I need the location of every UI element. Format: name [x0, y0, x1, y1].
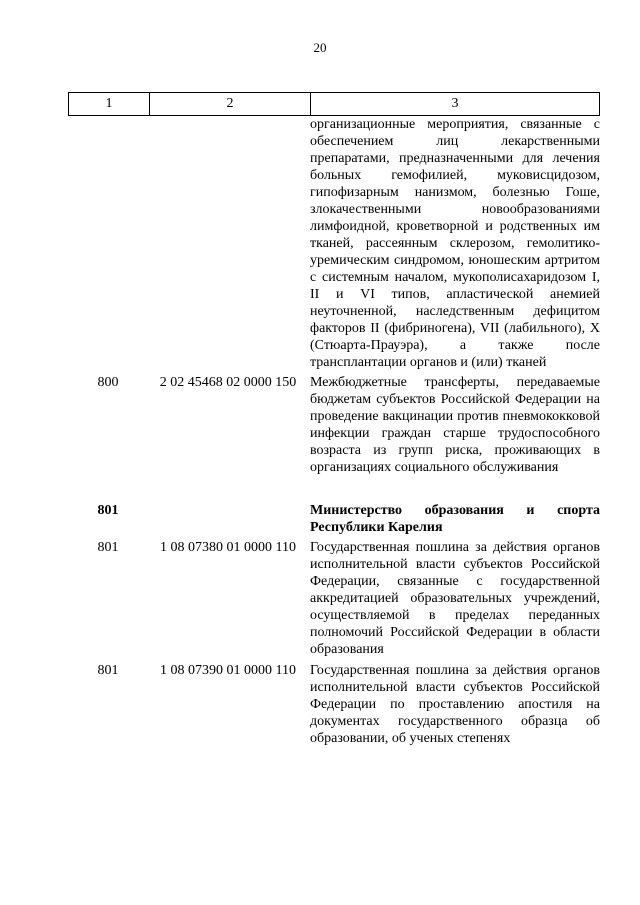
header-col-1: 1	[69, 93, 150, 116]
table-row	[68, 539, 600, 658]
ministry-title: Министерство образования и спорта Республики Карелия	[310, 503, 600, 535]
revenue-code: 1 08 07390 01 0000 110	[160, 663, 296, 678]
revenue-code: 2 02 45468 02 0000 150	[159, 375, 297, 390]
table-row	[68, 116, 600, 371]
revenue-description: организационные мероприятия, связанные с обеспечением лиц лекарственными препаратами, предназначенными для лечения больных гемофилией, муковисцидозом, гипофизарным нанизмом, болезнью Гоше, злокачественными новообразованиями лимфоидной, кроветворной и родственных им тканей, рассеянным склерозом, гемолитико-уремическим синдромом, юношеским артритом с системным началом, мукополисахаридозом I, II и VI типов, апластической анемией неуточненной, наследственным дефицитом факторов II (фибриногена), VII (лабильного), X (Стюарта-Прауэра), а также после трансплантации органов и (или) тканей	[310, 117, 600, 370]
revenue-code: 1 08 07380 01 0000 110	[160, 540, 296, 555]
revenue-description: Межбюджетные трансферты, передаваемые бюджетам субъектов Российской Федерации на проведение вакцинации против пневмококковой инфекции граждан старше трудоспособного возраста из групп риска, проживающих в организациях социального обслуживания	[310, 375, 600, 475]
page-number: 20	[313, 40, 327, 55]
table-row	[68, 374, 600, 476]
revenue-description: Государственная пошлина за действия органов исполнительной власти субъектов Российской Федерации, связанные с государственной аккредитацией образовательных учреждений, осуществляемой в пределах переданных полномочий Российской Федерации в области образования	[310, 540, 600, 657]
revenue-code	[148, 116, 308, 371]
table-row	[68, 662, 600, 747]
admin-code: 801	[97, 503, 119, 518]
revenue-code	[148, 502, 308, 536]
table-header	[68, 92, 600, 116]
table-row-section	[68, 502, 600, 536]
header-col-2: 2	[150, 93, 311, 116]
admin-code: 800	[97, 375, 119, 390]
admin-code: 801	[97, 663, 119, 678]
table-body	[68, 115, 600, 747]
header-col-3: 3	[311, 93, 600, 116]
revenue-description: Государственная пошлина за действия органов исполнительной власти субъектов Российской Федерации по проставлению апостиля на документах государственного образца об образовании, об ученых степенях	[310, 663, 600, 746]
admin-code	[68, 116, 148, 371]
admin-code: 801	[97, 540, 119, 555]
